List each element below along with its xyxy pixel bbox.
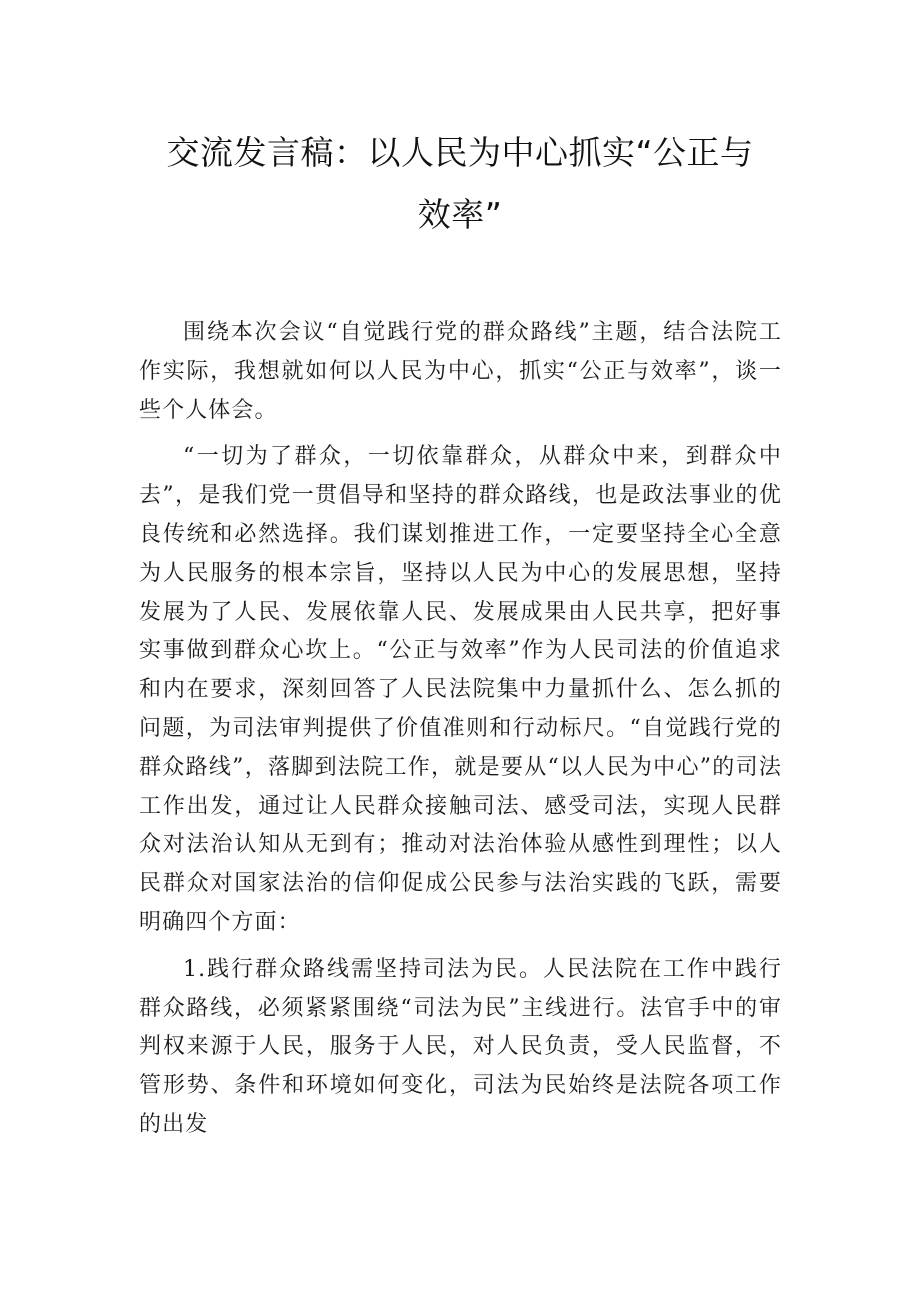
paragraph-point-1: 1.践行群众路线需坚持司法为民。人民法院在工作中践行群众路线，必须紧紧围绕“司法为民”主线进行。法官手中的审判权来源于人民，服务于人民，对人民负责，受人民监督，不管形势、条件和环境如何变化，司法为民始终是法院各项工作的出发 (139, 956, 782, 1137)
document-body (139, 314, 782, 1153)
document-title: 交流发言稿：以人民为中心抓实“公正与效率” (166, 133, 754, 234)
paragraph-mass-line: “一切为了群众，一切依靠群众，从群众中来，到群众中去”，是我们党一贯倡导和坚持的群众路线，也是政法事业的优良传统和必然选择。我们谋划推进工作，一定要坚持全心全意为人民服务的根本宗旨，坚持以人民为中心的发展思想，坚持发展为了人民、发展依靠人民、发展成果由人民共享，把好事实事做到群众心坎上。“公正与效率”作为人民司法的价值追求和内在要求，深刻回答了人民法院集中力量抓什么、怎么抓的问题，为司法审判提供了价值准则和行动标尺。“自觉践行党的群众路线”，落脚到法院工作，就是要从“以人民为中心”的司法工作出发，通过让人民群众接触司法、感受司法，实现人民群众对法治认知从无到有；推动对法治体验从感性到理性；以人民群众对国家法治的信仰促成公民参与法治实践的飞跃，需要明确四个方面： (139, 444, 782, 935)
paragraph-intro: 围绕本次会议“自觉践行党的群众路线”主题，结合法院工作实际，我想就如何以人民为中心，抓实“公正与效率”，谈一些个人体会。 (139, 320, 782, 423)
